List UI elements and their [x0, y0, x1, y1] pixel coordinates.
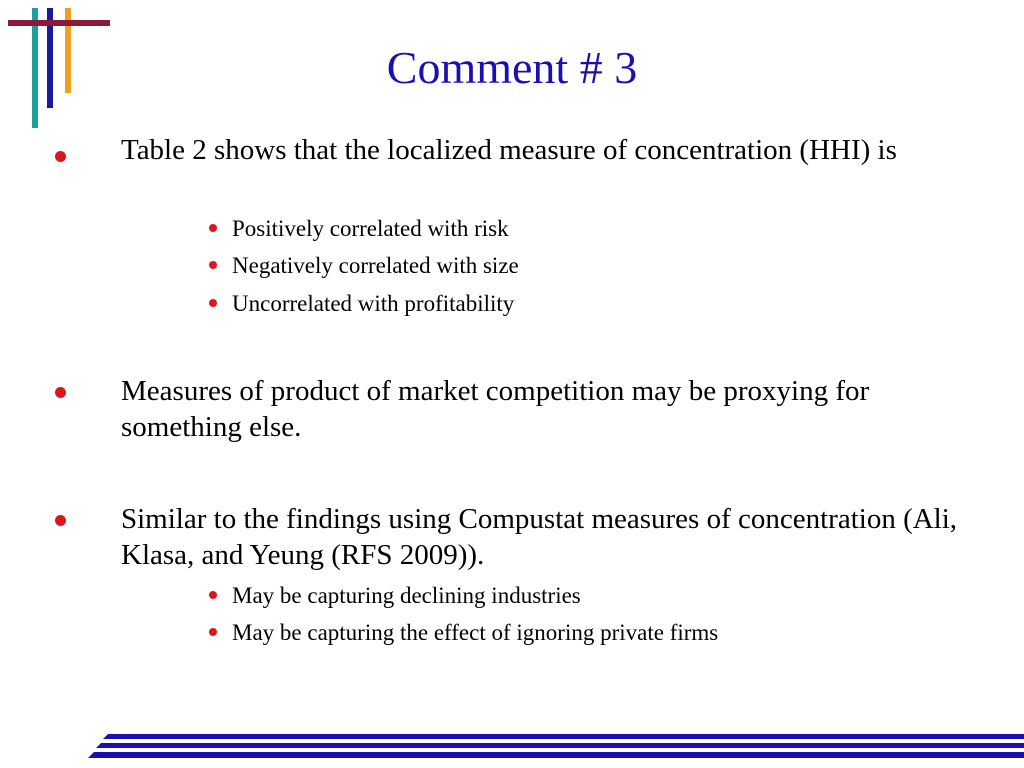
footer-stripe — [88, 752, 1024, 758]
bullet-text: Table 2 shows that the localized measure of concentration (HHI) is — [121, 134, 897, 166]
sub-bullet-text: May be capturing the effect of ignoring private firms — [232, 620, 719, 645]
sub-bullet-dot-icon — [209, 591, 217, 599]
sub-bullet-text: May be capturing declining industries — [232, 583, 581, 608]
sub-bullet-item — [0, 251, 1024, 281]
sub-bullet-item — [0, 618, 1024, 648]
sub-bullet-dot-icon — [209, 628, 217, 636]
sub-bullet-text: Uncorrelated with profitability — [232, 291, 515, 316]
sub-bullet-text: Positively correlated with risk — [232, 216, 509, 241]
footer-stripes — [0, 728, 1024, 768]
bullet-dot-icon — [55, 515, 66, 526]
sub-bullet-dot-icon — [209, 299, 217, 307]
bullet-dot-icon — [55, 151, 66, 162]
footer-stripe — [103, 734, 1024, 739]
footer-stripe — [96, 743, 1024, 748]
sub-bullet-item — [0, 289, 1024, 319]
bullet-dot-icon — [55, 387, 66, 398]
sub-bullet-text: Negatively correlated with size — [232, 253, 519, 278]
sub-bullet-item — [0, 581, 1024, 611]
bullet-text: Measures of product of market competition may be proxying for something else. — [121, 375, 870, 443]
sub-bullet-dot-icon — [209, 261, 217, 269]
slide-title: Comment # 3 — [386, 42, 638, 93]
bullet-text: Similar to the findings using Compustat measures of concentration (Ali, Klasa, and Yeung (RFS 2009)). — [121, 503, 958, 571]
sub-bullet-dot-icon — [209, 224, 217, 232]
sub-bullet-item — [0, 214, 1024, 244]
